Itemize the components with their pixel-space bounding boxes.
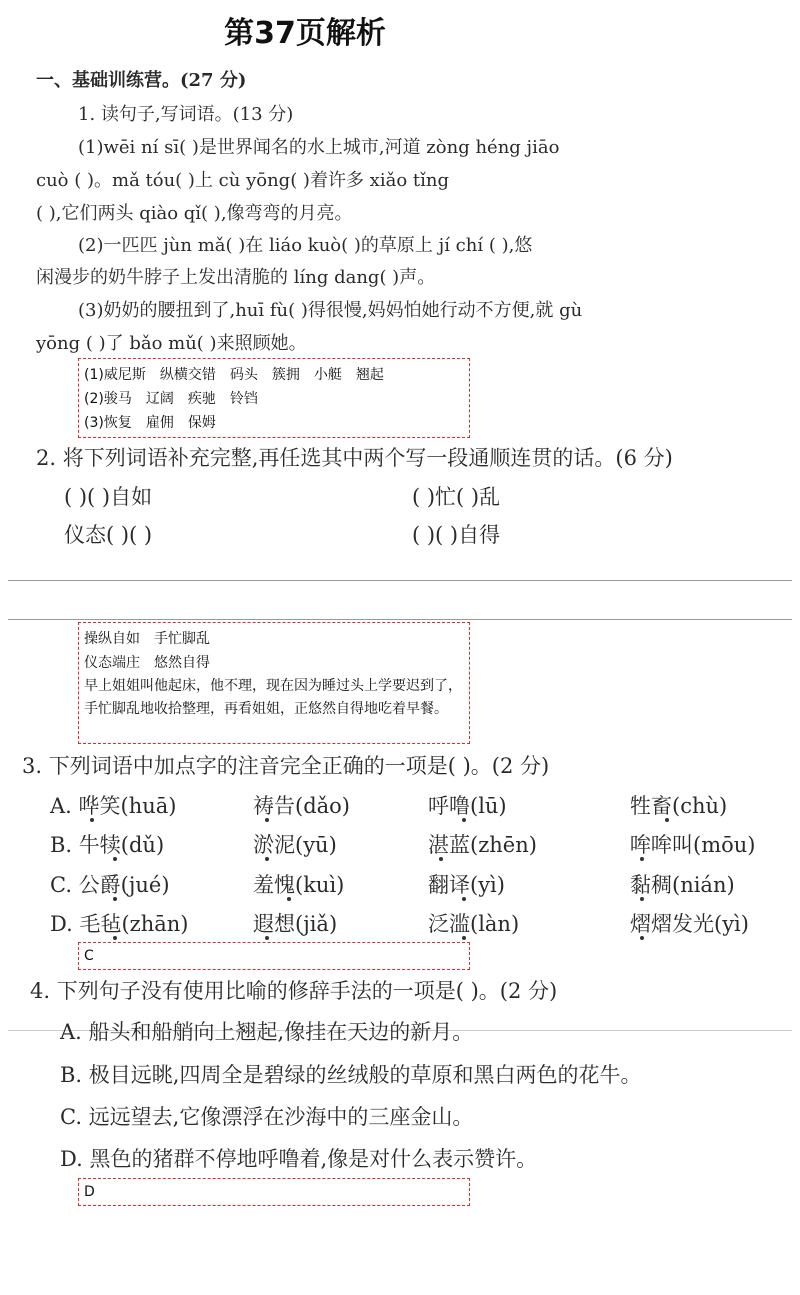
emphasis-dot — [90, 818, 94, 822]
emphasis-dot — [640, 897, 644, 901]
question-1-line: (3)奶奶的腰扭到了,huī fù( )得很慢,妈妈怕她行动不方便,就 gù — [78, 300, 583, 321]
writing-line — [8, 619, 792, 620]
question-2-item: ( )( )自得 — [412, 523, 501, 547]
question-2-item: ( )忙( )乱 — [412, 485, 501, 509]
emphasis-dot — [265, 936, 269, 940]
question-3-heading: 3. 下列词语中加点字的注音完全正确的一项是( )。(2 分) — [22, 754, 550, 778]
question-4-option: D. 黑色的猪群不停地呼噜着,像是对什么表示赞许。 — [60, 1147, 538, 1171]
emphasis-dot — [462, 936, 466, 940]
emphasis-dot — [265, 818, 269, 822]
question-3-option: 熠熠发光(yì) — [630, 912, 749, 936]
question-3-option: 呼噜(lū) — [428, 794, 507, 818]
question-3-option: 泛滥(làn) — [428, 912, 520, 936]
answer-line: 操纵自如 手忙脚乱 — [84, 631, 210, 647]
answer-line: 仪态端庄 悠然自得 — [84, 655, 210, 671]
section-heading: 一、基础训练营。(27 分) — [36, 70, 247, 91]
answer-paragraph: 早上姐姐叫他起床，他不理，现在因为睡过头上学要迟到了，手忙脚乱地收拾整理，再看姐姐，正悠然自得地吃着早餐。 — [84, 678, 462, 717]
question-2-answer-box — [78, 622, 470, 744]
emphasis-dot — [113, 936, 117, 940]
question-3-option: B. 牛犊(dǔ) — [50, 833, 165, 857]
emphasis-dot — [287, 897, 291, 901]
question-4-heading: 4. 下列句子没有使用比喻的修辞手法的一项是( )。(2 分) — [30, 979, 558, 1003]
question-3-option: 黏稠(nián) — [630, 873, 735, 897]
writing-line — [8, 580, 792, 581]
question-1-heading: 1. 读句子,写词语。(13 分) — [78, 104, 294, 125]
question-3-option: 淤泥(yū) — [253, 833, 337, 857]
question-2-item: 仪态( )( ) — [64, 523, 153, 547]
emphasis-dot — [113, 857, 117, 861]
question-3-option: 湛蓝(zhēn) — [428, 833, 537, 857]
question-3-option: A. 哗笑(huā) — [50, 794, 177, 818]
question-3-option: 翻译(yì) — [428, 873, 505, 897]
question-1-line: yōng ( )了 bǎo mǔ( )来照顾她。 — [36, 333, 307, 354]
answer-text: C — [84, 948, 94, 964]
question-1-line: cuò ( )。mǎ tóu( )上 cù yōng( )着许多 xiǎo tǐng — [36, 170, 449, 191]
question-2-item: ( )( )自如 — [64, 485, 153, 509]
question-3-option: C. 公爵(jué) — [50, 873, 170, 897]
answer-line: (1)威尼斯 纵横交错 码头 簇拥 小艇 翘起 — [84, 367, 384, 383]
question-4-option: C. 远远望去,它像漂浮在沙海中的三座金山。 — [60, 1105, 474, 1129]
question-4-option: B. 极目远眺,四周全是碧绿的丝绒般的草原和黑白两色的花牛。 — [60, 1063, 642, 1087]
emphasis-dot — [665, 818, 669, 822]
question-3-option: 遐想(jiǎ) — [253, 912, 338, 936]
question-1-line: 闲漫步的奶牛脖子上发出清脆的 líng dang( )声。 — [36, 267, 436, 288]
emphasis-dot — [439, 857, 443, 861]
question-1-answer-box — [78, 358, 470, 438]
page-title: 第37页解析 — [224, 16, 386, 51]
question-1-line: (1)wēi ní sī( )是世界闻名的水上城市,河道 zòng héng jiāo — [78, 137, 560, 158]
question-3-option: 羞愧(kuì) — [253, 873, 345, 897]
answer-text: D — [84, 1184, 95, 1200]
question-2-heading: 2. 将下列词语补充完整,再任选其中两个写一段通顺连贯的话。(6 分) — [36, 446, 673, 470]
emphasis-dot — [462, 897, 466, 901]
answer-line: (2)骏马 辽阔 疾驰 铃铛 — [84, 391, 258, 407]
question-3-option: 祷告(dǎo) — [253, 794, 350, 818]
emphasis-dot — [640, 936, 644, 940]
emphasis-dot — [462, 818, 466, 822]
question-3-answer-box — [78, 942, 470, 970]
answer-line: (3)恢复 雇佣 保姆 — [84, 415, 216, 431]
emphasis-dot — [265, 857, 269, 861]
question-1-line: ( ),它们两头 qiào qǐ( ),像弯弯的月亮。 — [36, 203, 353, 224]
question-3-option: 哞哞叫(mōu) — [630, 833, 756, 857]
question-4-answer-box — [78, 1178, 470, 1206]
emphasis-dot — [640, 857, 644, 861]
question-3-option: D. 毛毡(zhān) — [50, 912, 189, 936]
question-1-line: (2)一匹匹 jùn mǎ( )在 liáo kuò( )的草原上 jí chí ( ),悠 — [78, 235, 533, 256]
question-3-option: 牲畜(chù) — [630, 794, 728, 818]
question-4-option: A. 船头和船艄向上翘起,像挂在天边的新月。 — [60, 1020, 474, 1044]
emphasis-dot — [113, 897, 117, 901]
